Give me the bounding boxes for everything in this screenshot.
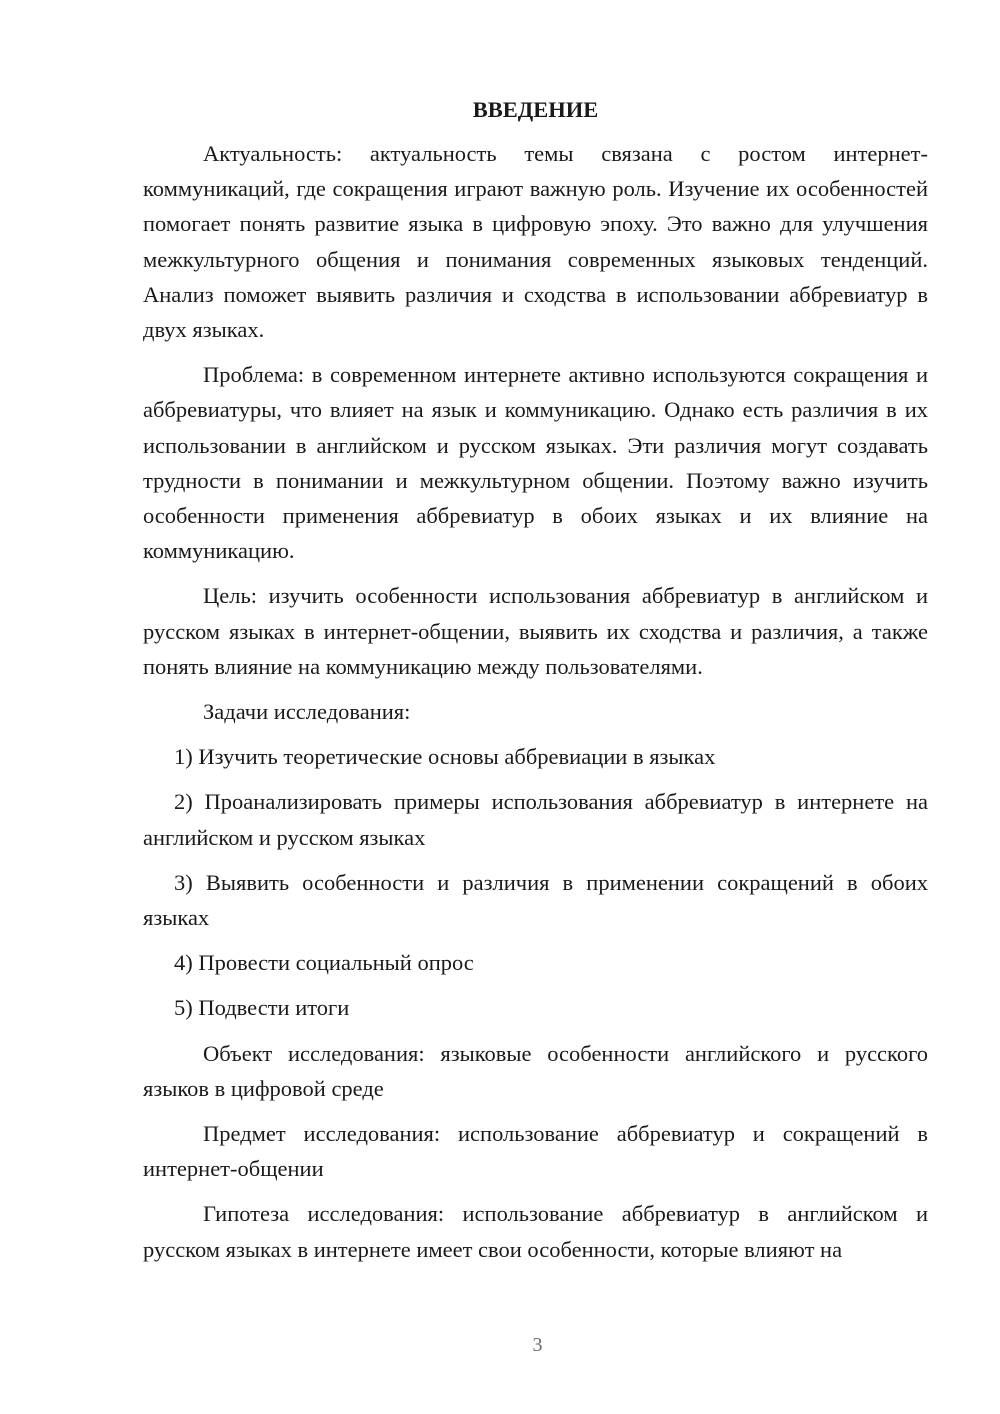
page-body bbox=[143, 92, 928, 1277]
task-item: 5) Подвести итоги bbox=[174, 995, 350, 1021]
task-item: 1) Изучить теоретические основы аббревиации в языках bbox=[174, 744, 716, 770]
paragraph-goal: Цель: изучить особенности использования аббревиатур в английском и русском языках в интернет-общении, выявить их сходства и различия, а также понять влияние на коммуникацию между пользователями. bbox=[143, 583, 928, 679]
paragraph-problem: Проблема: в современном интернете активно используются сокращения и аббревиатуры, что влияет на язык и коммуникацию. Однако есть различия в их использовании в английском и русском языках. Эти различия могут создавать трудности в понимании и межкультурном общении. Поэтому важно изучить особенности применения аббревиатур в обоих языках и их влияние на коммуникацию. bbox=[143, 362, 928, 564]
page-title: ВВЕДЕНИЕ bbox=[472, 97, 599, 122]
paragraph-object: Объект исследования: языковые особенности английского и русского языков в цифровой среде bbox=[143, 1040, 928, 1101]
task-item: 4) Провести социальный опрос bbox=[174, 950, 474, 976]
paragraph-tasks-heading: Задачи исследования: bbox=[203, 699, 411, 725]
task-item: 2) Проанализировать примеры использования аббревиатур в интернете на английском и русском языках bbox=[143, 789, 928, 850]
task-item: 3) Выявить особенности и различия в применении сокращений в обоих языках bbox=[143, 869, 928, 931]
paragraph-relevance: Актуальность: актуальность темы связана с ростом интернет-коммуникаций, где сокращения играют важную роль. Изучение их особенностей помогает понять развитие языка в цифровую эпоху. Это важно для улучшения межкультурного общения и понимания современных языковых тенденций. Анализ поможет выявить различия и сходства в использовании аббревиатур в двух языках. bbox=[143, 141, 928, 343]
page-number: 3 bbox=[532, 1334, 543, 1356]
paragraph-hypothesis: Гипотеза исследования: использование аббревиатур в английском и русском языках в интернете имеет свои особенности, которые влияют на bbox=[143, 1201, 928, 1262]
paragraph-subject: Предмет исследования: использование аббревиатур и сокращений в интернет-общении bbox=[143, 1121, 928, 1182]
